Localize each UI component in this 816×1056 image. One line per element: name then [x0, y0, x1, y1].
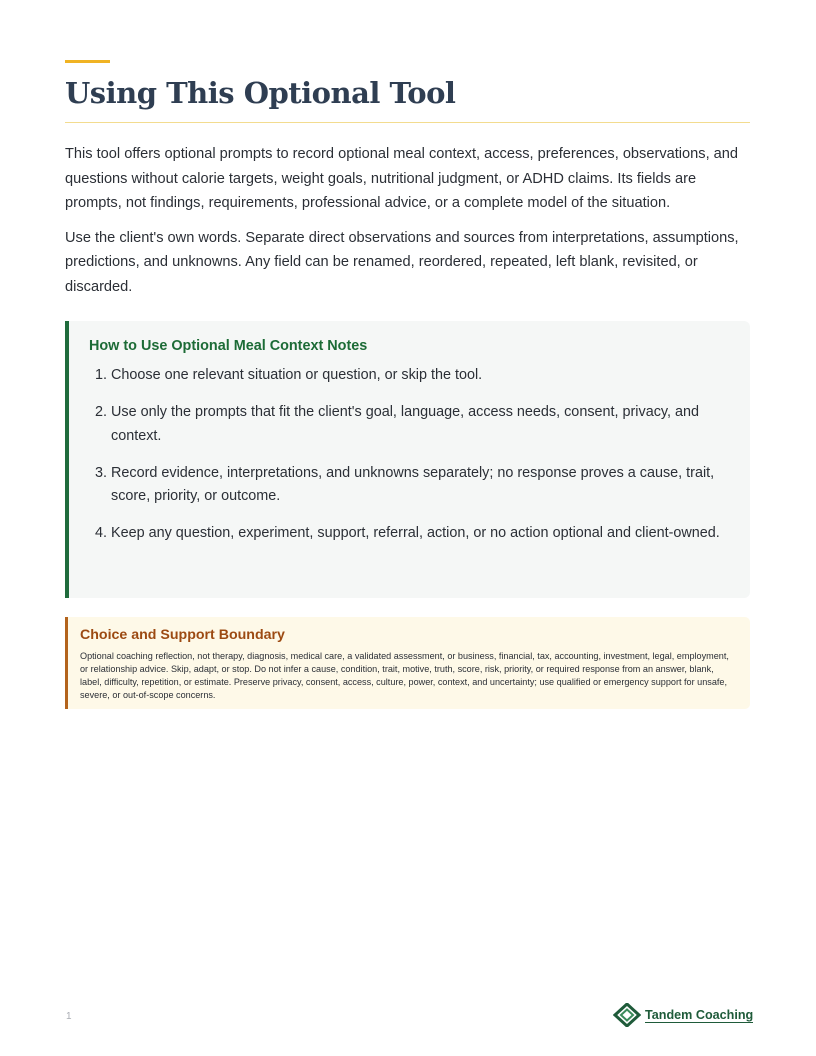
boundary-heading: Choice and Support Boundary: [80, 627, 285, 643]
intro-paragraph: Use the client's own words. Separate direct observations and sources from interpretations, assumptions, predictions, and unknowns. Any field can be renamed, reordered, repeated, left blank, revisited, or discarded.: [65, 229, 739, 295]
howto-steps-list: [89, 364, 731, 559]
howto-step: 4. Keep any question, experiment, support, referral, action, or no action optional and client-owned.: [111, 522, 731, 546]
howto-heading: How to Use Optional Meal Context Notes: [89, 338, 368, 354]
howto-step: 1. Choose one relevant situation or question, or skip the tool.: [111, 364, 731, 388]
boundary-text: Optional coaching reflection, not therapy, diagnosis, medical care, a validated assessment, or business, financial, tax, accounting, investment, legal, employment, or relationship advice. Skip, adapt, or stop. Do not infer a cause, condition, trait, motive, truth, score, risk, priority, or required response from an answer, blank, label, difficulty, repetition, or estimate. Preserve privacy, consent, access, culture, power, context, and uncertainty; use qualified or emergency support for unsafe, severe, or out-of-scope concerns.: [80, 651, 729, 700]
boundary-callout: [65, 617, 750, 709]
page-title: Using This Optional Tool: [65, 76, 456, 110]
howto-step: 2. Use only the prompts that fit the client's goal, language, access needs, consent, privacy, and context.: [111, 401, 731, 448]
brand-name: Tandem Coaching: [645, 1007, 754, 1022]
page-number: 1: [66, 1011, 72, 1022]
diamond-logo-icon: [613, 1003, 641, 1027]
title-accent-bar: [65, 60, 110, 63]
intro-paragraph: This tool offers optional prompts to record optional meal context, access, preferences, observations, and questions without calorie targets, weight goals, nutritional judgment, or ADHD claims. Its fields are prompts, not findings, requirements, professional advice, or a complete model of the situation.: [65, 146, 739, 212]
howto-callout: [65, 321, 750, 598]
brand-logo: [613, 1003, 753, 1027]
intro-section: [65, 142, 753, 310]
howto-step: 3. Record evidence, interpretations, and unknowns separately; no response proves a cause, trait, score, priority, or outcome.: [111, 462, 731, 509]
title-divider: [65, 122, 750, 123]
